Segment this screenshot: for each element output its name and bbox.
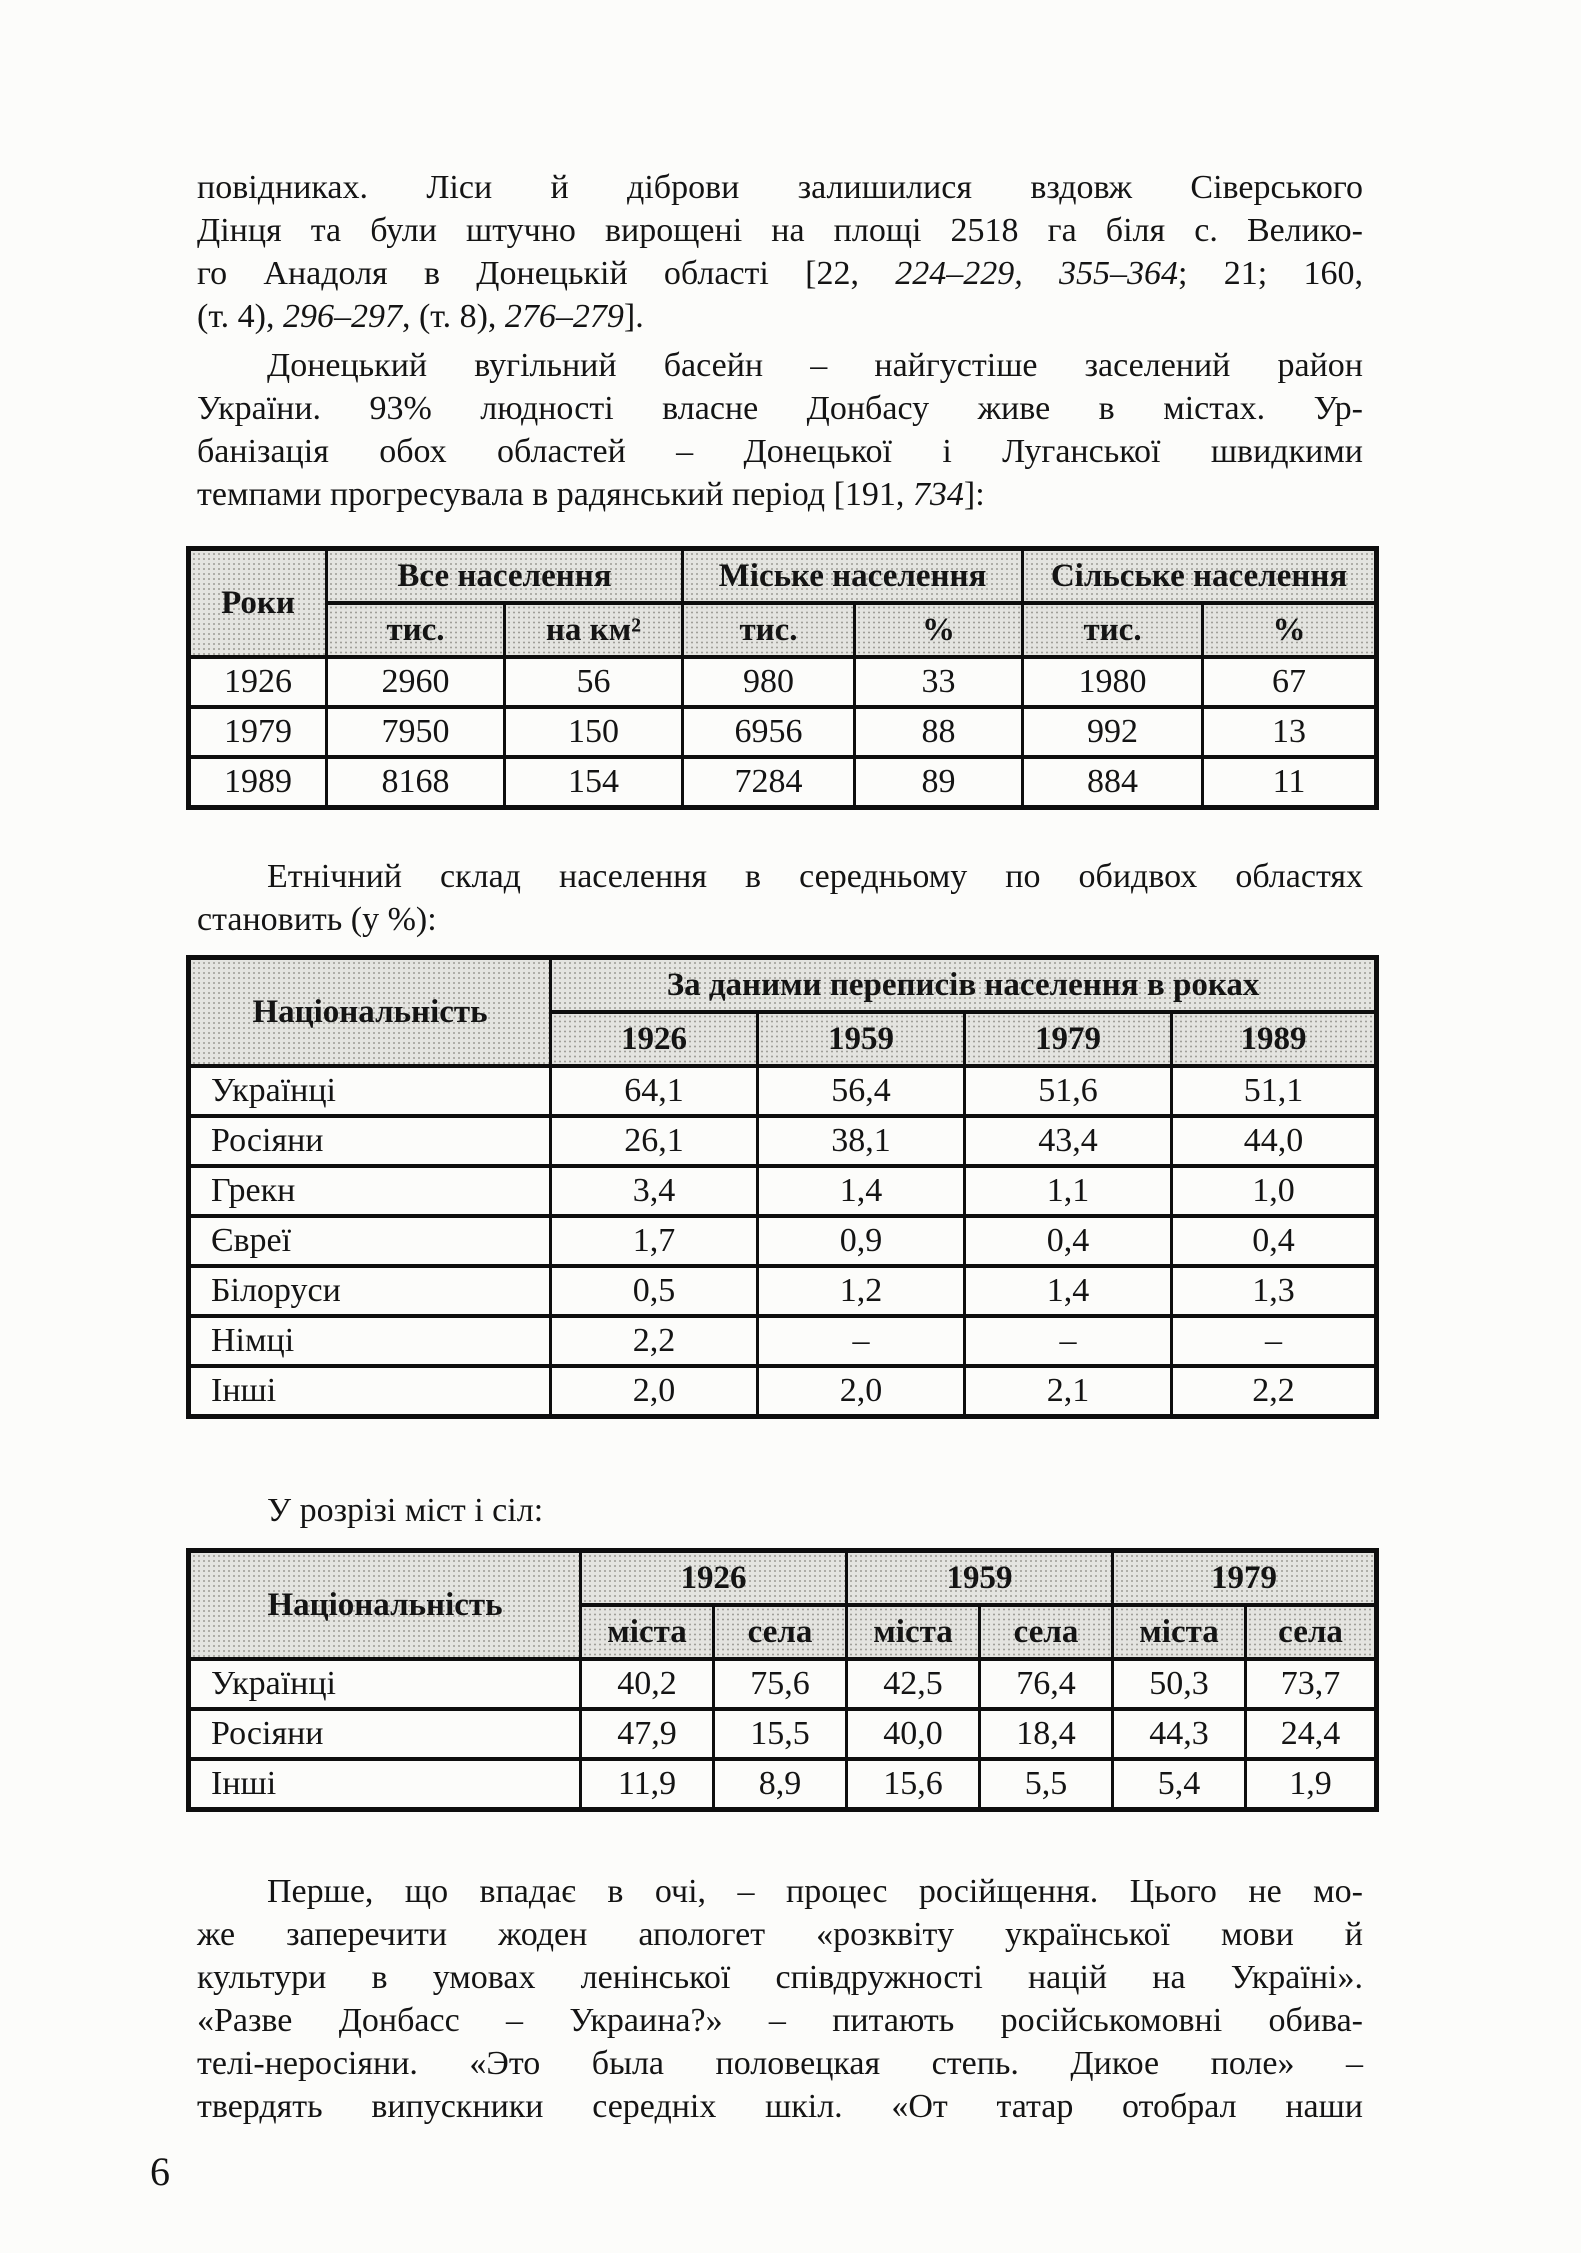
table-cell: 88 [855,707,1023,757]
table-cell: 1,1 [965,1166,1172,1216]
table-cell: 5,4 [1113,1759,1246,1810]
table-cell: 1,7 [551,1216,758,1266]
table-cell: 1,2 [758,1266,965,1316]
table-cell: 7950 [327,707,505,757]
table-cell: 73,7 [1246,1659,1377,1709]
table-header-cell: Все населення [327,549,683,604]
table-cell: 0,4 [1172,1216,1377,1266]
table-cell: 67 [1203,657,1377,707]
text-line: Етнічний склад населення в середньому по обидвох областях [267,858,1363,895]
table-cell: 1979 [189,707,327,757]
table-cell: 0,9 [758,1216,965,1266]
table-cell: 2960 [327,657,505,707]
table-header-cell: За даними переписів населення в роках [551,958,1377,1013]
table-header-cell: Міське населення [683,549,1023,604]
table-cell: 6956 [683,707,855,757]
table-header-cell: Роки [189,549,327,658]
nationality-label: Білоруси [189,1266,551,1316]
paragraph-russification [197,1870,1363,2128]
table-cell: 1989 [189,757,327,808]
table-row [189,707,1377,757]
table-cell: 89 [855,757,1023,808]
page-number: 6 [150,2149,170,2194]
paragraph-donbas-basin [197,344,1363,516]
text-line: Донецький вугільний басейн – найгустіше заселений район [267,347,1363,384]
table-header-cell: 1959 [847,1551,1113,1606]
table-cell: 33 [855,657,1023,707]
text-line: повідниках. Ліси й діброви залишилися вздовж Сіверського [197,169,1363,206]
table-cell: 2,2 [1172,1366,1377,1417]
table-header-cell: села [1246,1605,1377,1659]
table-header-cell: 1959 [758,1012,965,1066]
text-segment: го Анадоля в Донецькій області [22, [197,255,896,292]
table-cell: 8,9 [714,1759,847,1810]
paragraph-cities-villages-intro [197,1489,1363,1532]
table-row [189,1759,1377,1810]
table-cell: 0,5 [551,1266,758,1316]
paragraph-forests [197,166,1363,338]
nationality-label: Євреї [189,1216,551,1266]
table-cell: 40,2 [581,1659,714,1709]
table-header-cell: міста [581,1605,714,1659]
nationality-label: Росіяни [189,1709,581,1759]
table-cell: 2,2 [551,1316,758,1366]
text-line: України. 93% людності власне Донбасу живе в містах. Ур- [197,390,1363,427]
nationality-label: Грекн [189,1166,551,1216]
table-header-cell: міста [847,1605,980,1659]
table-row [189,1366,1377,1417]
table-header-cell: села [714,1605,847,1659]
text-line: банізація обох областей – Донецької і Луганської швидкими [197,433,1363,470]
text-segment: ; 21; 160, [1178,255,1363,292]
text-segment: ]. [623,298,644,335]
nationality-label: Інші [189,1366,551,1417]
table-cell: 56 [505,657,683,707]
table-cell: 1,4 [965,1266,1172,1316]
table-cell: 18,4 [980,1709,1113,1759]
table-header-cell: тис. [683,603,855,657]
table-cell: 47,9 [581,1709,714,1759]
text-line [197,473,1363,516]
table-header-row [189,549,1377,604]
nationality-label: Українці [189,1066,551,1116]
table-header-cell: % [1203,603,1377,657]
table-header-cell: села [980,1605,1113,1659]
text-line: телі-неросіяни. «Это была половецкая степь. Дикое поле» – [197,2045,1363,2082]
table-header-cell: міста [1113,1605,1246,1659]
table-cell: 5,5 [980,1759,1113,1810]
table-cell: 40,0 [847,1709,980,1759]
nationality-label: Українці [189,1659,581,1709]
table-cell: 1926 [189,657,327,707]
table-cell: 56,4 [758,1066,965,1116]
paragraph-ethnic-intro [197,855,1363,941]
table-cell: 154 [505,757,683,808]
nationality-label: Інші [189,1759,581,1810]
table-cell: 11 [1203,757,1377,808]
population-urbanization-table [186,546,1379,810]
table-header-cell: 1926 [581,1551,847,1606]
table-cell: 42,5 [847,1659,980,1709]
table-cell: 8168 [327,757,505,808]
text-line [197,295,1363,338]
nationality-label: Росіяни [189,1116,551,1166]
table-row [189,1166,1377,1216]
table-cell: – [758,1316,965,1366]
table-cell: 11,9 [581,1759,714,1810]
table-cell: 13 [1203,707,1377,757]
cities-villages-table [186,1548,1379,1812]
text-segment: (т. 4), [197,298,283,335]
citation-pages: 276–279 [504,298,624,335]
table-header-cell: % [855,603,1023,657]
table-cell: 1,0 [1172,1166,1377,1216]
table-cell: 51,1 [1172,1066,1377,1116]
table-cell: 64,1 [551,1066,758,1116]
table-cell: 75,6 [714,1659,847,1709]
table-row [189,1659,1377,1709]
table-header-cell: на км² [505,603,683,657]
citation-pages: 734 [912,476,964,513]
table-cell: 1,9 [1246,1759,1377,1810]
table-cell: 3,4 [551,1166,758,1216]
table-header-cell: тис. [327,603,505,657]
table-cell: 2,1 [965,1366,1172,1417]
text-line: Перше, що впадає в очі, – процес російщення. Цього не мо- [267,1873,1363,1910]
text-line: культури в умовах ленінської співдружності націй на Україні». [197,1959,1363,1996]
table-row [189,1216,1377,1266]
table-row [189,1316,1377,1366]
table-header-cell: тис. [1023,603,1203,657]
table-cell: – [965,1316,1172,1366]
table-row [189,1066,1377,1116]
table-cell: 44,3 [1113,1709,1246,1759]
table-header-row [189,958,1377,1013]
table-cell: 15,6 [847,1759,980,1810]
table-cell: 7284 [683,757,855,808]
table-cell: 992 [1023,707,1203,757]
table-header-row [189,1551,1377,1606]
table-cell: 884 [1023,757,1203,808]
text-line: У розрізі міст і сіл: [267,1492,544,1529]
table-cell: 1980 [1023,657,1203,707]
table-cell: 2,0 [551,1366,758,1417]
ethnic-composition-table [186,955,1379,1419]
table-cell: 26,1 [551,1116,758,1166]
table-header-cell: 1979 [1113,1551,1377,1606]
table-cell: 15,5 [714,1709,847,1759]
text-line: становить (у %): [197,901,437,938]
table-header-cell: Національність [189,958,551,1067]
text-line [197,252,1363,295]
table-header-cell: 1989 [1172,1012,1377,1066]
table-cell: 43,4 [965,1116,1172,1166]
table-cell: 44,0 [1172,1116,1377,1166]
table-cell: 24,4 [1246,1709,1377,1759]
table-cell: 150 [505,707,683,757]
table-cell: 1,3 [1172,1266,1377,1316]
text-line: твердять випускники середніх шкіл. «От татар отобрал наши [197,2088,1363,2125]
table-cell: 76,4 [980,1659,1113,1709]
table-row [189,1709,1377,1759]
text-segment: темпами прогресувала в радянський період [191, [197,476,913,513]
citation-pages: 296–297 [282,298,402,335]
table-cell: 2,0 [758,1366,965,1417]
table-cell: 38,1 [758,1116,965,1166]
table-row [189,1266,1377,1316]
text-line: Дінця та були штучно вирощені на площі 2518 га біля с. Велико- [197,212,1363,249]
table-cell: 1,4 [758,1166,965,1216]
text-line: «Разве Донбасс – Украина?» – питають російськомовні обива- [197,2002,1363,2039]
table-cell: 50,3 [1113,1659,1246,1709]
table-row [189,657,1377,707]
text-column [197,166,1363,2128]
table-cell: – [1172,1316,1377,1366]
table-cell: 51,6 [965,1066,1172,1116]
table-cell: 980 [683,657,855,707]
table-cell: 0,4 [965,1216,1172,1266]
text-segment: ]: [963,476,985,513]
table-row [189,757,1377,808]
text-line: же заперечити жоден апологет «розквіту української мови й [197,1916,1363,1953]
table-row [189,1116,1377,1166]
nationality-label: Німці [189,1316,551,1366]
citation-pages: 224–229, 355–364 [895,255,1179,292]
table-header-cell: Сільське населення [1023,549,1377,604]
table-header-cell: 1926 [551,1012,758,1066]
table-header-cell: Національність [189,1551,581,1660]
table-subheader-row [189,603,1377,657]
table-header-cell: 1979 [965,1012,1172,1066]
text-segment: , (т. 8), [401,298,505,335]
